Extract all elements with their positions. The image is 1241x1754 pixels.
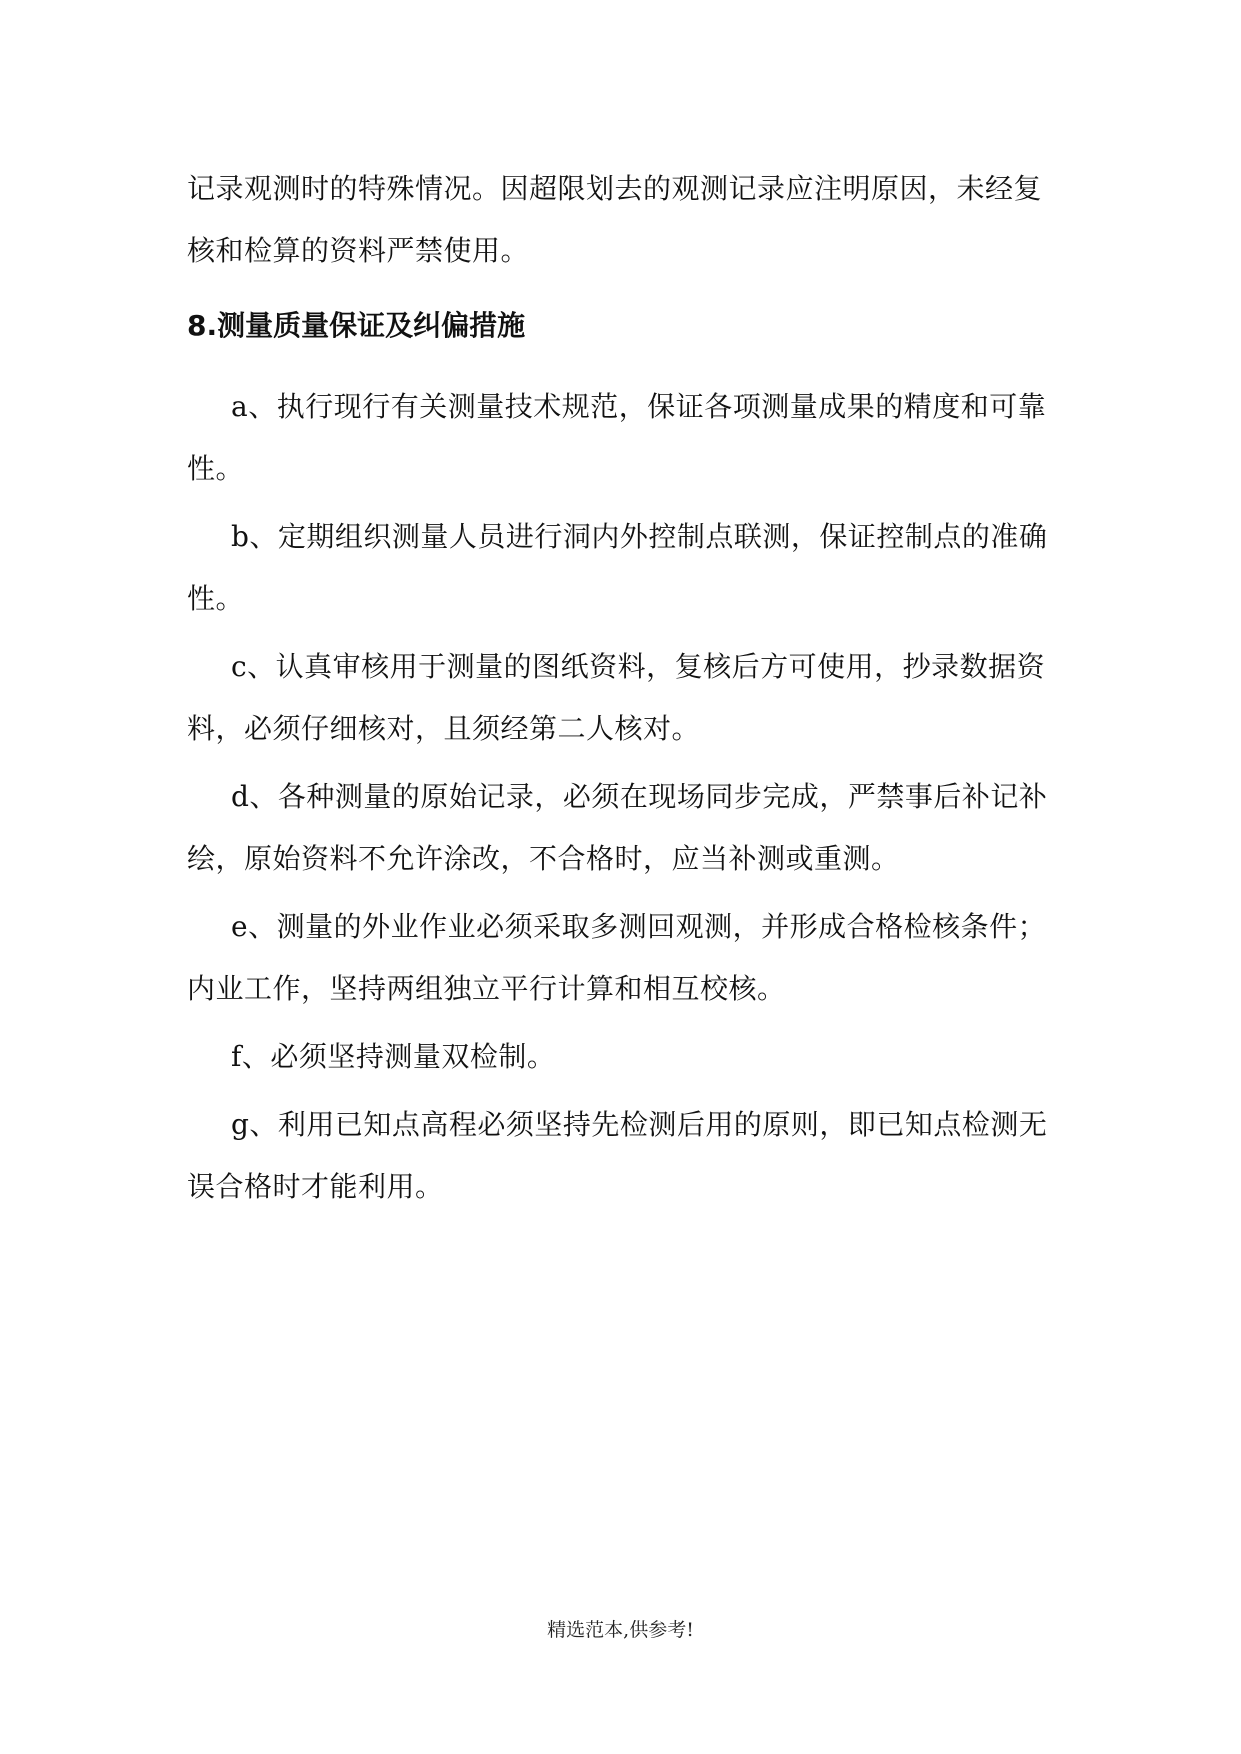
page-footer: 精选范本,供参考!	[547, 1619, 694, 1641]
document-body	[187, 158, 1065, 1224]
list-item-a: a、执行现行有关测量技术规范，保证各项测量成果的精度和可靠性。	[187, 390, 1047, 485]
list-item-d: d、各种测量的原始记录，必须在现场同步完成，严禁事后补记补绘，原始资料不允许涂改，不合格时，应当补测或重测。	[187, 780, 1048, 875]
section-heading: 8.测量质量保证及纠偏措施	[187, 309, 526, 342]
intro-paragraph: 记录观测时的特殊情况。因超限划去的观测记录应注明原因，未经复核和检算的资料严禁使用。	[187, 172, 1043, 267]
list-item-g: g、利用已知点高程必须坚持先检测后用的原则，即已知点检测无误合格时才能利用。	[187, 1108, 1048, 1203]
list-item-c: c、认真审核用于测量的图纸资料，复核后方可使用，抄录数据资料，必须仔细核对，且须经第二人核对。	[187, 650, 1046, 745]
list-item-e: e、测量的外业作业必须采取多测回观测，并形成合格检核条件；内业工作，坚持两组独立平行计算和相互校核。	[187, 910, 1047, 1005]
list-item-f: f、必须坚持测量双检制。	[231, 1040, 556, 1073]
list-item-b: b、定期组织测量人员进行洞内外控制点联测，保证控制点的准确性。	[187, 520, 1048, 615]
